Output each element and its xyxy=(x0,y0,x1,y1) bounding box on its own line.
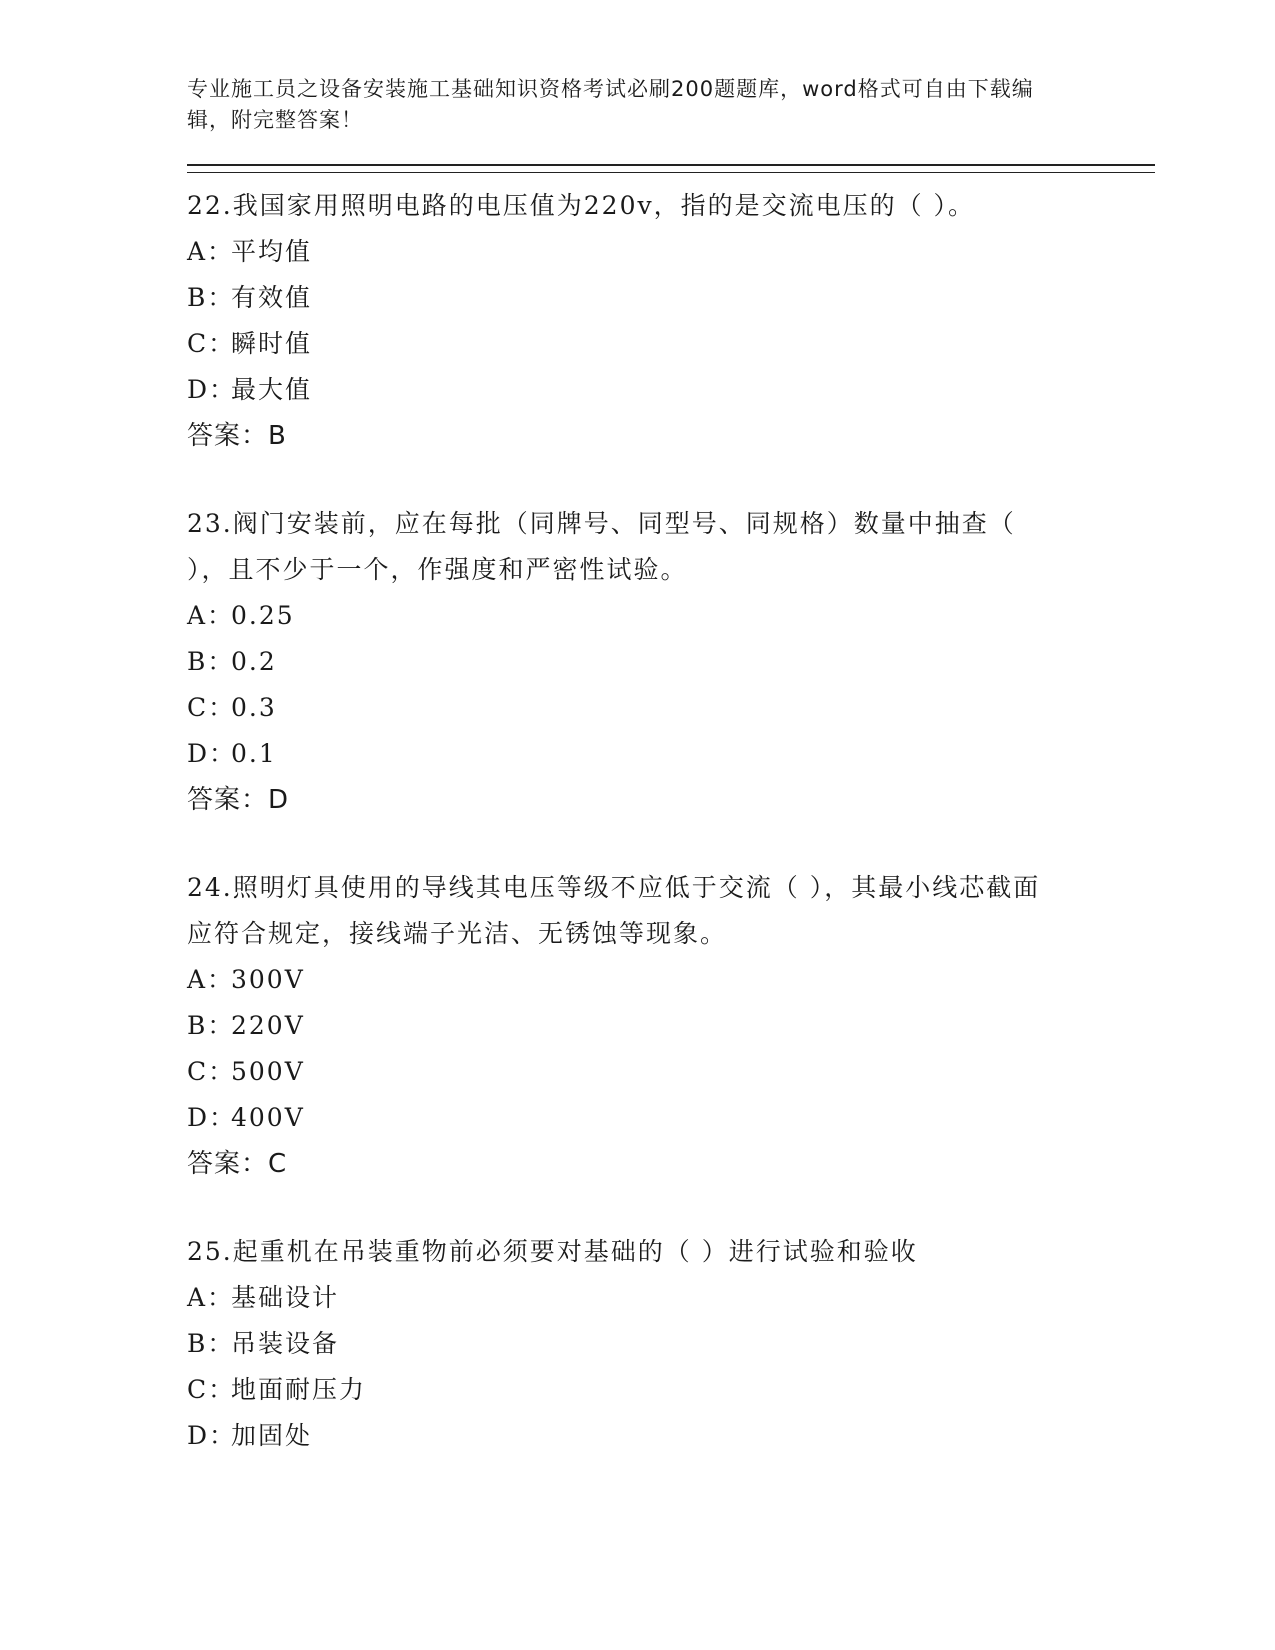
question-24 xyxy=(187,865,1147,1187)
option-text: 220V xyxy=(231,1011,305,1040)
option-key: A： xyxy=(187,237,235,266)
option-key: B： xyxy=(187,647,235,676)
option-a xyxy=(187,593,1147,639)
answer-label: 答案：B xyxy=(187,421,287,451)
option-key: C： xyxy=(187,329,236,358)
option-a xyxy=(187,1275,1147,1321)
question-25 xyxy=(187,1229,1147,1459)
option-text: 0.2 xyxy=(231,647,277,676)
option-text: 平均值 xyxy=(231,237,313,266)
option-key: C： xyxy=(187,1057,236,1086)
option-key: D： xyxy=(187,1103,237,1132)
option-b xyxy=(187,1321,1147,1367)
option-text: 基础设计 xyxy=(231,1283,340,1312)
option-a xyxy=(187,229,1147,275)
option-text: 500V xyxy=(231,1057,305,1086)
question-stem: 22.我国家用照明电路的电压值为220v，指的是交流电压的（ ）。 xyxy=(187,191,976,220)
option-text: 地面耐压力 xyxy=(231,1375,367,1404)
option-key: A： xyxy=(187,1283,235,1312)
option-key: B： xyxy=(187,1329,235,1358)
answer-label: 答案：C xyxy=(187,1149,288,1179)
option-key: A： xyxy=(187,601,235,630)
option-text: 0.25 xyxy=(231,601,295,630)
question-stem: 24.照明灯具使用的导线其电压等级不应低于交流（ ），其最小线芯截面应符合规定，接线端子光洁、无锈蚀等现象。 xyxy=(187,873,1041,948)
answer-label: 答案：D xyxy=(187,785,290,815)
option-key: B： xyxy=(187,283,235,312)
question-23 xyxy=(187,501,1147,823)
option-text: 有效值 xyxy=(231,283,313,312)
document-header: 专业施工员之设备安装施工基础知识资格考试必刷200题题库，word格式可自由下载编辑，附完整答案！ xyxy=(187,77,1034,132)
option-d xyxy=(187,731,1147,777)
option-text: 0.1 xyxy=(231,739,277,768)
option-key: D： xyxy=(187,739,237,768)
option-b xyxy=(187,639,1147,685)
option-b xyxy=(187,1003,1147,1049)
option-b xyxy=(187,275,1147,321)
option-key: C： xyxy=(187,1375,236,1404)
question-stem: 25.起重机在吊装重物前必须要对基础的（ ）进行试验和验收 xyxy=(187,1237,918,1266)
option-key: A： xyxy=(187,965,235,994)
question-list xyxy=(187,183,1147,1459)
document-page xyxy=(187,74,1147,1501)
option-text: 300V xyxy=(231,965,305,994)
header-divider xyxy=(187,164,1155,173)
option-d xyxy=(187,367,1147,413)
option-key: D： xyxy=(187,375,237,404)
option-text: 瞬时值 xyxy=(231,329,313,358)
option-key: B： xyxy=(187,1011,235,1040)
option-c xyxy=(187,1049,1147,1095)
option-a xyxy=(187,957,1147,1003)
option-c xyxy=(187,1367,1147,1413)
option-text: 最大值 xyxy=(231,375,313,404)
question-stem: 23.阀门安装前，应在每批（同牌号、同型号、同规格）数量中抽查（ ），且不少于一个，作强度和严密性试验。 xyxy=(187,509,1016,584)
option-key: C： xyxy=(187,693,236,722)
option-c xyxy=(187,321,1147,367)
option-text: 0.3 xyxy=(231,693,277,722)
option-text: 加固处 xyxy=(231,1421,313,1450)
option-text: 吊装设备 xyxy=(231,1329,340,1358)
option-c xyxy=(187,685,1147,731)
option-text: 400V xyxy=(231,1103,305,1132)
option-d xyxy=(187,1095,1147,1141)
option-key: D： xyxy=(187,1421,237,1450)
question-22 xyxy=(187,183,1147,459)
option-d xyxy=(187,1413,1147,1459)
